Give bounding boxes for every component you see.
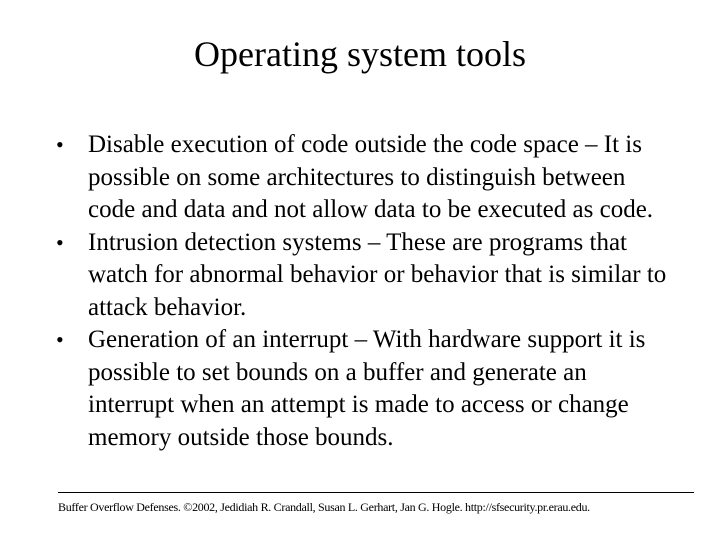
bullet-dot: • — [56, 229, 64, 255]
bullet-text: Generation of an interrupt – With hardware support it is possible to set bounds on a buffer and generate an interrupt when an attempt is made to access or change memory outside those bounds. — [88, 326, 646, 451]
bullet-text: Disable execution of code outside the code space – It is possible on some architectures to distinguish between code and data and not allow data to be executed as code. — [88, 131, 654, 223]
bullet-dot: • — [56, 132, 64, 157]
bullet-text: Intrusion detection systems – These are programs that watch for abnormal behavior or behavior that is similar to attack behavior. — [88, 228, 667, 321]
bullet-item — [56, 324, 676, 454]
footer-divider — [58, 492, 694, 493]
bullet-list — [56, 129, 676, 454]
bullet-item — [56, 129, 676, 227]
bullet-dot: • — [56, 327, 64, 352]
footer-citation: Buffer Overflow Defenses. ©2002, Jedidiah R. Crandall, Susan L. Gerhart, Jan G. Hogle. http://sfsecurity.pr.erau.edu. — [58, 500, 590, 514]
bullet-item — [56, 227, 676, 325]
slide-title: Operating system tools — [194, 34, 526, 74]
